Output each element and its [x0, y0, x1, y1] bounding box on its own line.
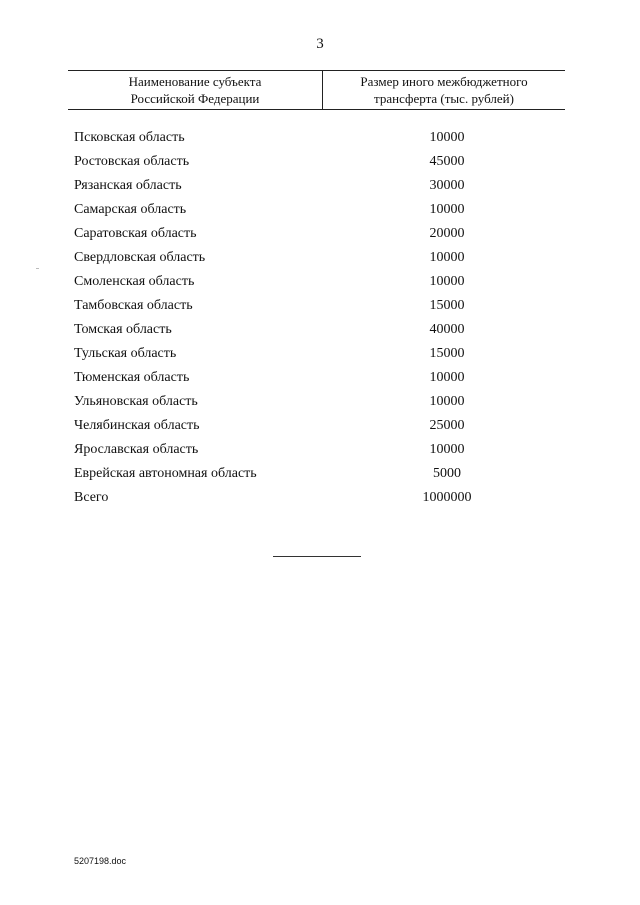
- transfer-value: 10000: [429, 370, 465, 385]
- transfer-value: 30000: [429, 178, 465, 193]
- region-name: Томская область: [74, 322, 172, 337]
- table-body: [68, 126, 565, 510]
- transfer-value: 40000: [429, 322, 465, 337]
- table-row: [68, 318, 565, 342]
- scan-speck: [36, 268, 39, 269]
- transfer-value: 20000: [429, 226, 465, 241]
- page-number: 3: [316, 36, 324, 52]
- table-row: [68, 174, 565, 198]
- total-label: Всего: [74, 490, 109, 505]
- header-line: Размер иного межбюджетного: [360, 74, 528, 89]
- region-name: Самарская область: [74, 202, 187, 217]
- transfer-value: 5000: [433, 466, 461, 481]
- table-row: [68, 390, 565, 414]
- transfer-table: [68, 70, 565, 510]
- transfer-value: 10000: [429, 442, 465, 457]
- transfer-value: 15000: [429, 346, 465, 361]
- region-name: Рязанская область: [74, 178, 182, 193]
- table-row: [68, 246, 565, 270]
- transfer-value: 10000: [429, 394, 465, 409]
- region-name: Смоленская область: [74, 274, 195, 289]
- table-row: [68, 270, 565, 294]
- header-line: Наименование субъекта: [128, 74, 262, 89]
- region-name: Ярославская область: [74, 442, 199, 457]
- transfer-value: 10000: [429, 250, 465, 265]
- region-name: Тамбовская область: [74, 298, 193, 313]
- total-value: 1000000: [422, 490, 472, 505]
- table-header: [68, 70, 565, 110]
- document-code: 5207198.doc: [74, 856, 127, 866]
- table-row: [68, 366, 565, 390]
- total-row: [68, 486, 565, 510]
- header-region-name: [68, 71, 323, 109]
- table-row: [68, 150, 565, 174]
- transfer-value: 10000: [429, 202, 465, 217]
- table-row: [68, 198, 565, 222]
- transfer-value: 45000: [429, 154, 465, 169]
- end-separator: [273, 556, 361, 557]
- region-name: Тюменская область: [74, 370, 190, 385]
- table-row: [68, 222, 565, 246]
- header-transfer-amount: [323, 71, 565, 109]
- header-line: Российской Федерации: [130, 91, 260, 106]
- transfer-value: 10000: [429, 274, 465, 289]
- table-row: [68, 126, 565, 150]
- region-name: Челябинская область: [74, 418, 200, 433]
- transfer-value: 10000: [429, 130, 465, 145]
- region-name: Саратовская область: [74, 226, 197, 241]
- transfer-value: 25000: [429, 418, 465, 433]
- region-name: Ростовская область: [74, 154, 190, 169]
- table-row: [68, 414, 565, 438]
- region-name: Тульская область: [74, 346, 177, 361]
- table-row: [68, 342, 565, 366]
- table-row: [68, 294, 565, 318]
- region-name: Свердловская область: [74, 250, 206, 265]
- table-row: [68, 438, 565, 462]
- region-name: Псковская область: [74, 130, 185, 145]
- header-line: трансферта (тыс. рублей): [374, 91, 514, 106]
- transfer-value: 15000: [429, 298, 465, 313]
- region-name: Еврейская автономная область: [74, 466, 257, 481]
- region-name: Ульяновская область: [74, 394, 198, 409]
- table-row: [68, 462, 565, 486]
